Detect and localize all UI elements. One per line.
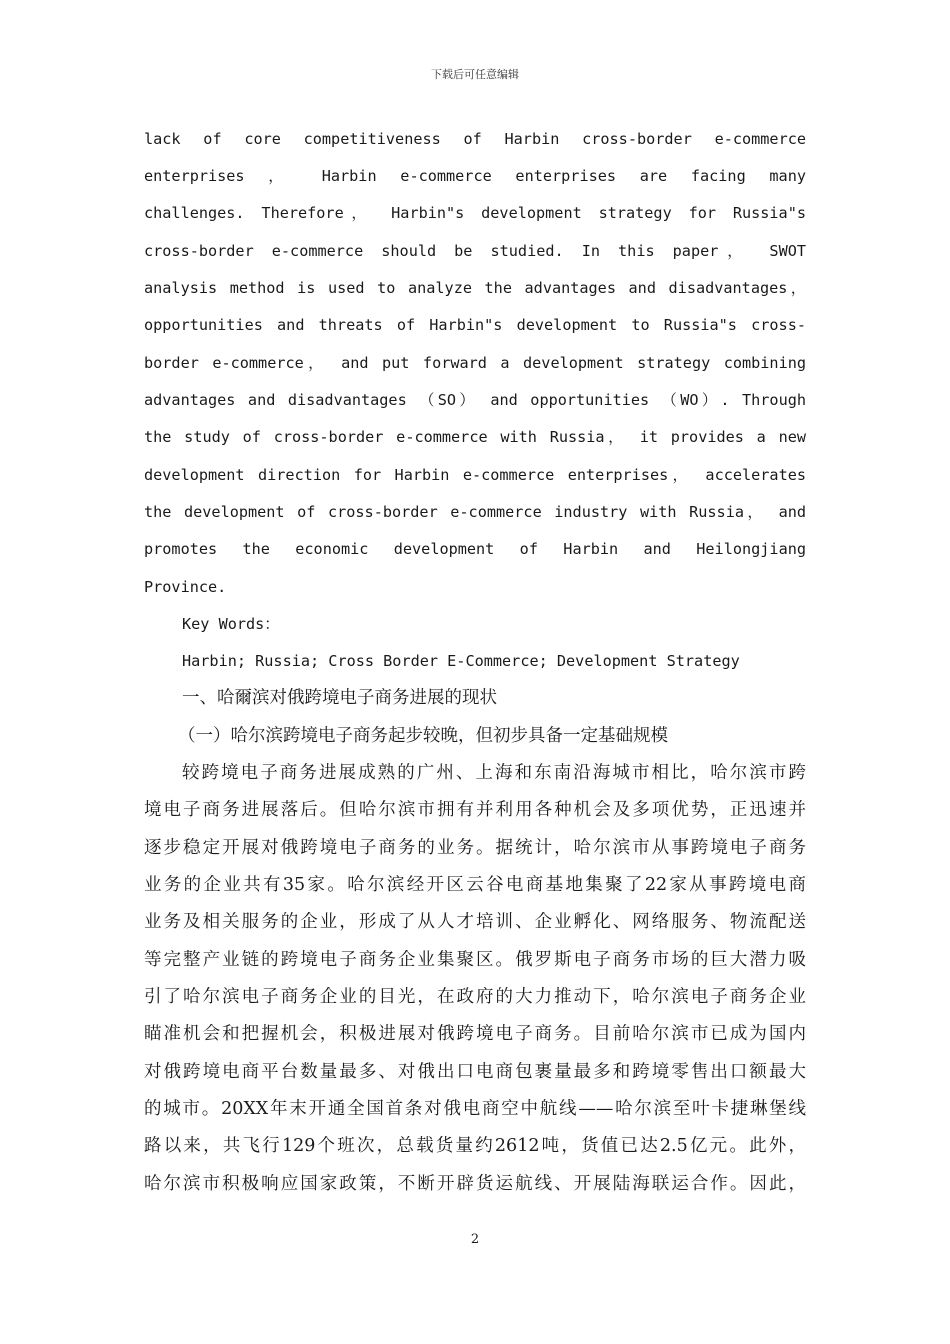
abstract-line: opportunities and threats of Harbin"s development to Russia"s cross- (144, 316, 806, 334)
abstract-line: border e-commerce， and put forward a development strategy combining (144, 354, 806, 372)
body-line: 路以来，共飞行129个班次，总载货量约2612吨，货值已达2.5亿元。此外， (144, 1136, 806, 1156)
page-header: 下载后可任意编辑 (431, 68, 519, 81)
abstract-line: the study of cross-border e-commerce with Russia， it provides a new (144, 428, 806, 446)
abstract-line: analysis method is used to analyze the advantages and disadvantages， (144, 279, 806, 297)
abstract-line: cross-border e-commerce should be studied. In this paper， SWOT (144, 242, 806, 260)
abstract-line: Province. (144, 578, 227, 596)
body-line: 对俄跨境电商平台数量最多、对俄出口电商包裹量最多和跨境零售出口额最大 (144, 1062, 806, 1082)
subsection-heading: （一）哈尔滨跨境电子商务起步较晚，但初步具备一定基础规模 (178, 726, 668, 746)
body-line: 逐步稳定开展对俄跨境电子商务的业务。据统计，哈尔滨市从事跨境电子商务 (144, 838, 806, 858)
body-line: 业务的企业共有35家。哈尔滨经开区云谷电商基地集聚了22家从事跨境电商 (144, 875, 806, 895)
abstract-line: challenges. Therefore， Harbin"s development strategy for Russia"s (144, 204, 806, 222)
body-line: 业务及相关服务的企业，形成了从人才培训、企业孵化、网络服务、物流配送 (144, 912, 806, 932)
body-line: 较跨境电子商务进展成熟的广州、上海和东南沿海城市相比，哈尔滨市跨 (182, 763, 806, 783)
keywords-value: Harbin; Russia; Cross Border E-Commerce; Development Strategy (182, 652, 740, 670)
abstract-line: enterprises ， Harbin e-commerce enterprises are facing many (144, 167, 806, 185)
page-number: 2 (470, 1232, 480, 1247)
abstract-line: lack of core competitiveness of Harbin cross-border e-commerce (144, 130, 806, 148)
keywords-label: Key Words： (182, 615, 280, 633)
section-heading: 一、哈爾滨对俄跨境电子商务进展的现状 (182, 688, 497, 708)
abstract-line: the development of cross-border e-commerce industry with Russia， and (144, 503, 806, 521)
body-line: 瞄准机会和把握机会，积极进展对俄跨境电子商务。目前哈尔滨市已成为国内 (144, 1024, 806, 1044)
body-line: 等完整产业链的跨境电子商务企业集聚区。俄罗斯电子商务市场的巨大潜力吸 (144, 950, 806, 970)
abstract-line: promotes the economic development of Harbin and Heilongjiang (144, 540, 806, 558)
body-line: 引了哈尔滨电子商务企业的目光，在政府的大力推动下，哈尔滨电子商务企业 (144, 987, 806, 1007)
body-line: 的城市。20XX年末开通全国首条对俄电商空中航线——哈尔滨至叶卡捷琳堡线 (144, 1099, 806, 1119)
body-line: 哈尔滨市积极响应国家政策，不断开辟货运航线、开展陆海联运合作。因此， (144, 1174, 806, 1194)
body-line: 境电子商务进展落后。但哈尔滨市拥有并利用各种机会及多项优势，正迅速并 (144, 800, 806, 820)
abstract-line: advantages and disadvantages （SO） and opportunities （WO）. Through (144, 391, 806, 409)
abstract-line: development direction for Harbin e-commerce enterprises， accelerates (144, 466, 806, 484)
